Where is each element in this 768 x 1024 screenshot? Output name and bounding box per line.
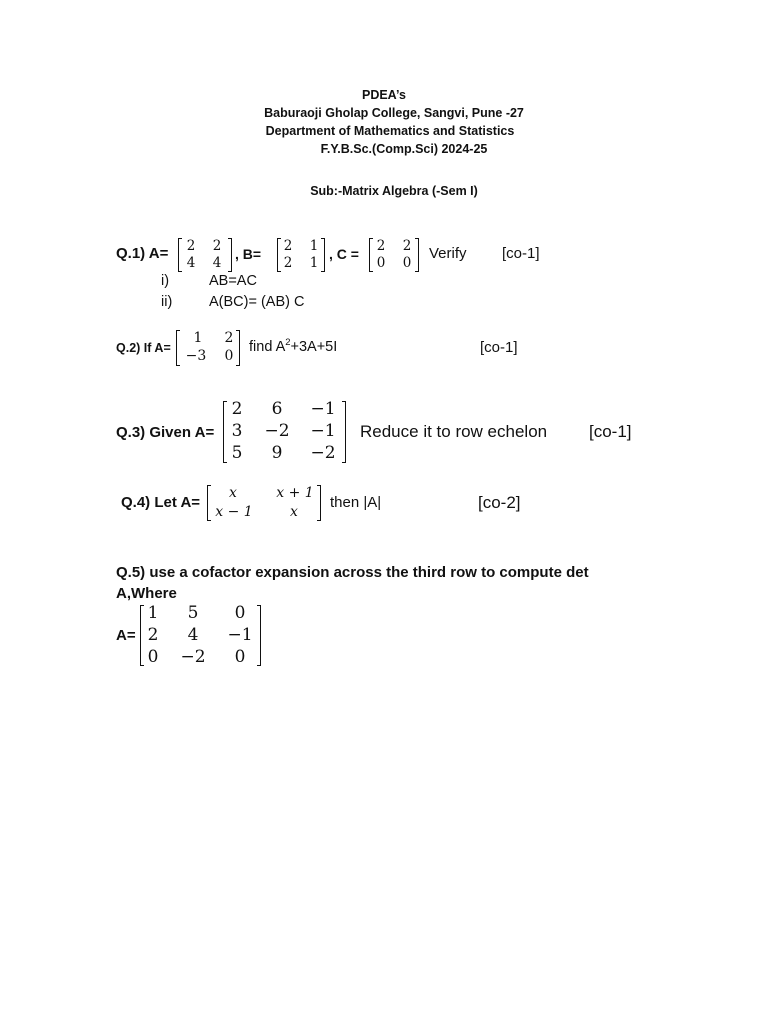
subject-line: Sub:-Matrix Algebra (-Sem I) bbox=[310, 184, 478, 198]
q2-a-cell: 2 bbox=[224, 330, 234, 346]
q4-a-cell: x bbox=[290, 504, 298, 520]
q2-matrix-a bbox=[176, 330, 240, 366]
q1-verify: Verify bbox=[429, 245, 467, 262]
q1-matrix-c bbox=[369, 238, 419, 272]
q1-c-cell: 2 bbox=[402, 238, 412, 254]
q3-a-cell: −2 bbox=[310, 443, 336, 463]
q1-c-label: , C = bbox=[329, 246, 359, 262]
q1-item-number: i) bbox=[161, 273, 170, 289]
q2-a-cell: −3 bbox=[185, 348, 207, 364]
q4-then-det: then |A| bbox=[330, 494, 382, 511]
q1-b-cell: 1 bbox=[309, 238, 319, 254]
q5-a-cell: 2 bbox=[147, 625, 159, 645]
q4-a-cell: x bbox=[229, 485, 237, 501]
q5-a-cell: −2 bbox=[180, 647, 206, 667]
q5-line1: Q.5) use a cofactor expansion across the third row to compute det bbox=[116, 564, 589, 581]
q1-item-text: AB=AC bbox=[209, 273, 257, 289]
q2-a-cell: 0 bbox=[224, 348, 234, 364]
q5-label: A= bbox=[116, 627, 136, 644]
q1-matrix-a bbox=[178, 238, 232, 272]
q3-matrix-a bbox=[223, 401, 346, 463]
q2-course-outcome: [co-1] bbox=[480, 339, 518, 356]
q1-b-cell: 1 bbox=[309, 255, 319, 271]
q5-a-cell: 0 bbox=[147, 647, 159, 667]
header-college: Baburaoji Gholap College, Sangvi, Pune -27 bbox=[264, 106, 524, 120]
q1-c-cell: 0 bbox=[376, 255, 386, 271]
q5-a-cell: 0 bbox=[234, 647, 246, 667]
q4-matrix-a bbox=[207, 485, 321, 521]
q2-exponent: 2 bbox=[285, 336, 291, 348]
header-class-year: F.Y.B.Sc.(Comp.Sci) 2024-25 bbox=[320, 142, 488, 156]
q4-course-outcome: [co-2] bbox=[478, 493, 521, 512]
q1-item-text: A(BC)= (AB) C bbox=[209, 294, 305, 310]
q5-a-cell: 0 bbox=[234, 603, 246, 623]
q5-a-cell: 5 bbox=[187, 603, 199, 623]
q1-a-cell: 4 bbox=[186, 255, 196, 271]
q1-a-cell: 4 bbox=[212, 255, 222, 271]
q4-label: Q.4) Let A= bbox=[121, 494, 201, 511]
q3-a-cell: −1 bbox=[310, 399, 336, 419]
q1-matrix-b bbox=[277, 238, 325, 272]
q1-b-label: , B= bbox=[235, 246, 262, 262]
q2-label: Q.2) If A= bbox=[116, 341, 171, 355]
q1-a-cell: 2 bbox=[186, 238, 196, 254]
q5-a-cell: −1 bbox=[227, 625, 253, 645]
q1-b-cell: 2 bbox=[283, 238, 293, 254]
q5-a-cell: 1 bbox=[147, 603, 159, 623]
q2-a-cell: 1 bbox=[193, 330, 203, 346]
q1-a-cell: 2 bbox=[212, 238, 222, 254]
q1-b-cell: 2 bbox=[283, 255, 293, 271]
q5-line2: A,Where bbox=[116, 585, 177, 602]
q1-label: Q.1) A= bbox=[116, 245, 169, 262]
q2-find-prefix: find A bbox=[249, 339, 286, 355]
q5-matrix-a bbox=[140, 605, 261, 666]
q3-course-outcome: [co-1] bbox=[589, 422, 632, 441]
q3-instruction: Reduce it to row echelon bbox=[360, 422, 548, 441]
q2-find-expression bbox=[249, 336, 338, 355]
q3-a-cell: −1 bbox=[310, 421, 336, 441]
q5-a-cell: 4 bbox=[187, 625, 199, 645]
q1-c-cell: 0 bbox=[402, 255, 412, 271]
q3-a-cell: −2 bbox=[264, 421, 290, 441]
q1-course-outcome: [co-1] bbox=[502, 245, 540, 262]
q4-a-cell: x + 1 bbox=[276, 485, 314, 501]
q2-find-suffix: +3A+5I bbox=[290, 339, 338, 355]
q3-a-cell: 2 bbox=[231, 399, 243, 419]
q3-a-cell: 3 bbox=[231, 421, 243, 441]
q3-a-cell: 5 bbox=[231, 443, 243, 463]
q4-a-cell: x − 1 bbox=[215, 504, 253, 520]
header-pdea: PDEA’s bbox=[361, 88, 406, 102]
q1-c-cell: 2 bbox=[376, 238, 386, 254]
q1-item-number: ii) bbox=[161, 294, 173, 310]
header-department: Department of Mathematics and Statistics bbox=[265, 124, 515, 138]
q3-label: Q.3) Given A= bbox=[116, 424, 215, 441]
q3-a-cell: 6 bbox=[271, 399, 283, 419]
q3-a-cell: 9 bbox=[271, 443, 283, 463]
